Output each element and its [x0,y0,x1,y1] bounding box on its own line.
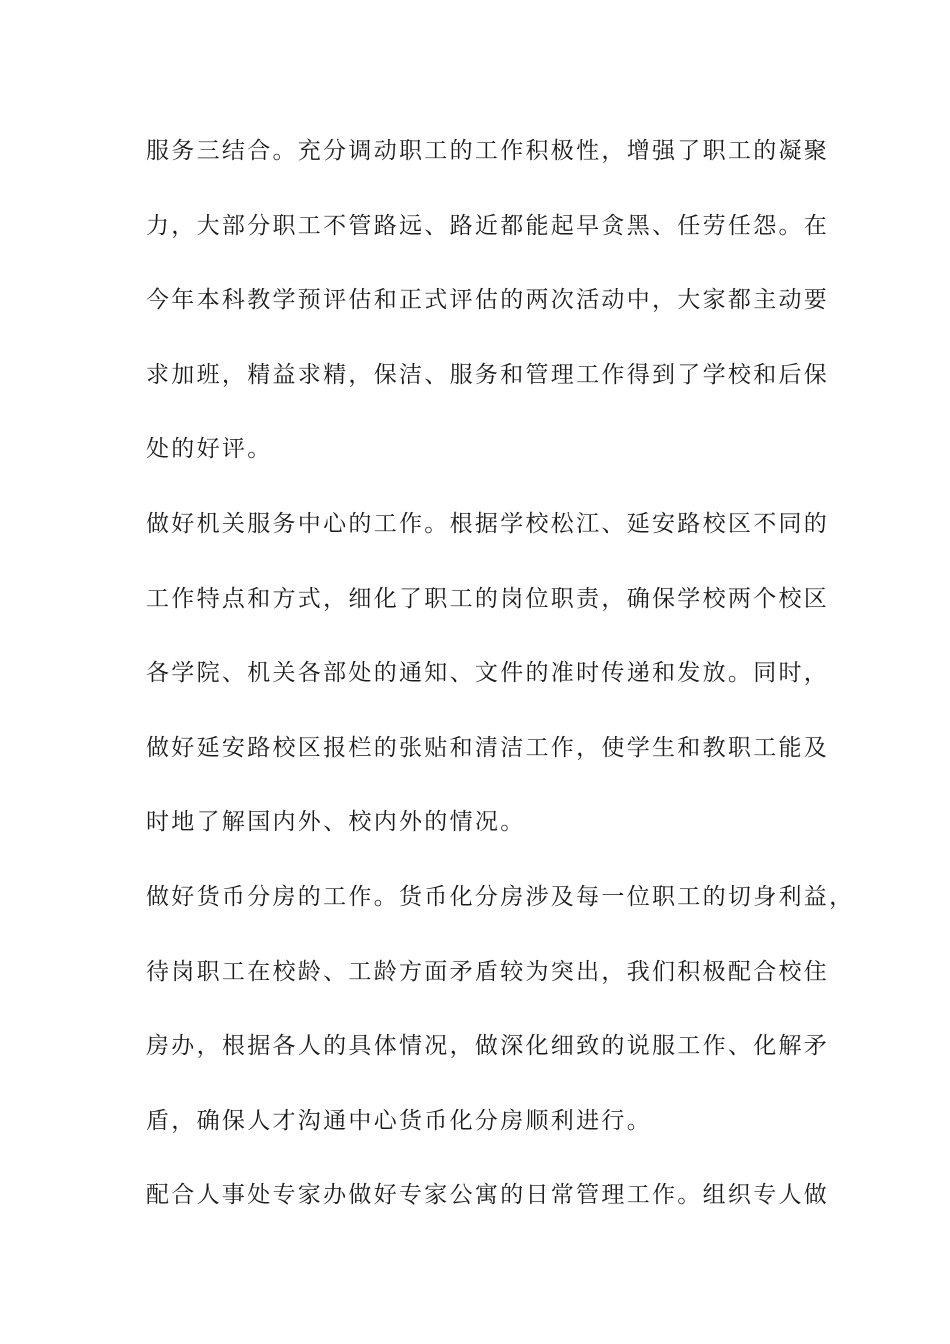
text-line: 做好货币分房的工作。货币化分房涉及每一位职工的切身利益， [146,883,855,910]
text-line: 工作特点和方式，细化了职工的岗位职责，确保学校两个校区 [146,585,830,612]
text-line: 做好延安路校区报栏的张贴和清洁工作，使学生和教职工能及 [146,734,830,761]
text-line: 做好机关服务中心的工作。根据学校松江、延安路校区不同的 [146,510,830,537]
text-line: 待岗职工在校龄、工龄方面矛盾较为突出，我们积极配合校住 [146,958,830,985]
text-line: 力，大部分职工不管路远、路近都能起早贪黑、任劳任怨。在 [146,212,830,239]
text-line: 各学院、机关各部处的通知、文件的准时传递和发放。同时， [146,660,830,687]
text-line: 房办，根据各人的具体情况，做深化细致的说服工作、化解矛 [146,1033,830,1060]
text-line: 服务三结合。充分调动职工的工作积极性，增强了职工的凝聚 [146,138,830,164]
text-line: 配合人事处专家办做好专家公寓的日常管理工作。组织专人做 [146,1182,830,1209]
text-line: 盾，确保人才沟通中心货币化分房顺利进行。 [146,1107,652,1134]
text-line: 今年本科教学预评估和正式评估的两次活动中，大家都主动要 [146,287,830,314]
body-text [146,128,855,1247]
text-line: 处的好评。 [146,436,273,463]
text-line: 求加班，精益求精，保洁、服务和管理工作得到了学校和后保 [146,361,830,388]
text-line: 时地了解国内外、校内外的情况。 [146,809,526,836]
